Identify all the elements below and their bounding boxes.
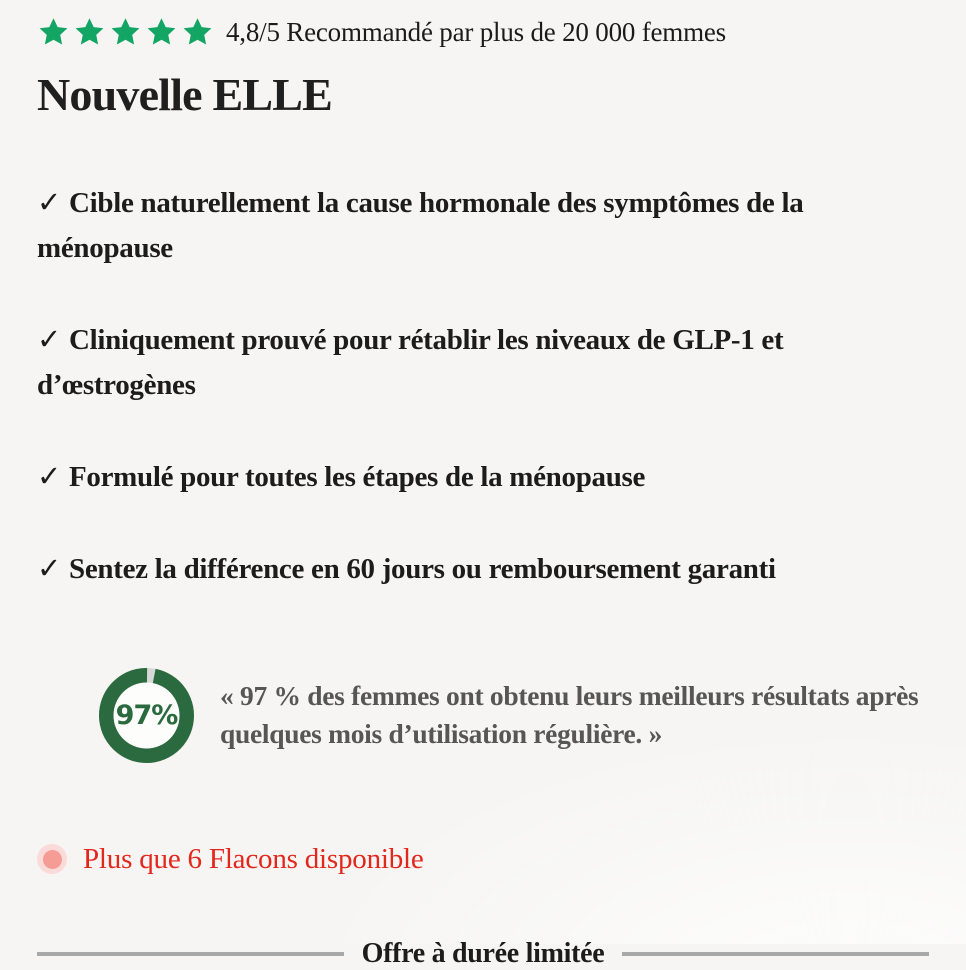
divider-line-left [37,952,344,956]
star-icon [145,16,178,49]
benefit-item [37,455,929,500]
divider-line-right [622,952,929,956]
percent-donut-chart [95,664,198,767]
star-icon [73,16,106,49]
product-title: Nouvelle ELLE [37,69,333,120]
checkmark-icon: ✓ [37,461,61,494]
benefits-list [37,181,929,592]
star-icon [181,16,214,49]
benefit-item [37,547,929,592]
testimonial-stat-row [95,664,929,767]
rating-label: 4,8/5 Recommandé par plus de 20 000 femmes [226,17,726,47]
stock-alert [37,843,929,876]
stock-alert-text: Plus que 6 Flacons disponible [83,842,424,875]
benefit-item [37,181,929,271]
star-rating [37,16,214,49]
benefit-text: Cible naturellement la cause hormonale des symptômes de la ménopause [37,187,804,265]
testimonial-quote: « 97 % des femmes ont obtenu leurs meilleurs résultats après quelques mois d’utilisation régulière. » [220,680,919,750]
checkmark-icon: ✓ [37,187,61,220]
star-icon [109,16,142,49]
benefit-item [37,318,929,408]
benefit-text: Formulé pour toutes les étapes de la ménopause [69,461,646,494]
benefit-text: Sentez la différence en 60 jours ou remboursement garanti [69,552,776,585]
offer-divider-label: Offre à durée limitée [361,937,605,969]
star-icon [37,16,70,49]
checkmark-icon: ✓ [37,552,61,585]
benefit-text: Cliniquement prouvé pour rétablir les niveaux de GLP-1 et d’œstrogènes [37,324,784,402]
rating-row [37,16,929,49]
stock-pulse-dot-icon [37,844,67,874]
percent-label: 97% [115,699,178,731]
offer-divider [37,938,929,970]
checkmark-icon: ✓ [37,324,61,357]
